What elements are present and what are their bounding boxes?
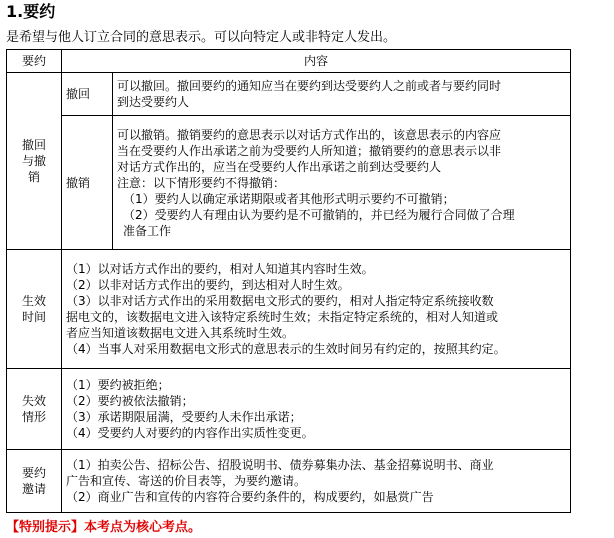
category-line: 撤回 [21,138,46,152]
tip-text: 本考点为核心考点。 [84,520,202,535]
category-line: 生效 [21,294,46,308]
text-line: （1）要约被拒绝； [66,378,170,392]
text-line: 注意：以下情形要约不得撤销： [117,175,286,190]
subcategory-withdraw: 撤回 [62,73,113,116]
invalid-content [62,369,571,450]
category-line: 与撤 [21,154,46,168]
section-title: 1.要约 [6,2,56,21]
withdraw-content [113,73,571,116]
text-line: （2）以非对话方式作出的要约，到达相对人时生效。 [66,278,350,292]
text-line: 者应当知道该数据电文进入其系统时生效。 [66,326,295,340]
text-line: （2）要约被依法撤销； [66,394,194,408]
list-item: （1）要约人以确定承诺期限或者其他形式明示要约不可撤销； [123,191,455,206]
category-line: 要约 [21,466,46,480]
table-row [7,116,571,250]
category-withdraw-revoke [7,73,62,250]
tip-tag: 【特别提示】 [6,520,85,535]
text-line: （2）商业广告和宣传的内容符合要约条件的，构成要约，如悬赏广告 [66,490,434,504]
text-line: （4）当事人对采用数据电文形式的意思表示的生效时间另有约定的，按照其约定。 [66,342,506,356]
text-line: 可以撤回。撤回要约的通知应当在要约到达受要约人之前或者与要约同时 [117,79,502,93]
text-line: 对话方式作出的，应当在受要约人作出承诺之前到达受要约人 [117,159,442,174]
text-line: 到达受要约人 [117,95,190,109]
offer-table [6,49,571,513]
text-line: （3）以非对话方式作出的采用数据电文形式的要约，相对人指定特定系统接收数 [66,294,494,308]
category-line: 时间 [21,310,46,324]
text-line: （1）拍卖公告、招标公告、招股说明书、债券募集办法、基金招募说明书、商业 [66,458,494,472]
text-line: 据电文的，该数据电文进入该特定系统时生效；未指定特定系统的，相对人知道或 [66,310,499,324]
text-line: 可以撤销。撤销要约的意思表示以对话方式作出的，该意思表示的内容应 [117,127,502,142]
category-line: 邀请 [21,482,46,496]
special-tip [6,519,201,537]
text-line: （4）受要约人对要约的内容作出实质性变更。 [66,426,314,440]
text-line: 广告和宣传、寄送的价目表等，为要约邀请。 [66,474,307,488]
table-header-row [7,50,571,73]
category-line: 情形 [21,410,46,424]
list-item: （2）受要约人有理由认为要约是不可撤销的，并已经为履行合同做了合理 [123,207,515,222]
table-row [7,369,571,450]
table-row [7,73,571,116]
category-line: 销 [27,170,40,184]
definition-text: 是希望与他人订立合同的意思表示。可以向特定人或非特定人发出。 [6,30,397,45]
header-content: 内容 [62,50,571,73]
invitation-content [62,450,571,513]
subcategory-revoke: 撤销 [62,116,113,250]
list-item: 准备工作 [123,223,172,238]
category-invalid-cases [7,369,62,450]
effective-content [62,250,571,369]
text-line: （1）以对话方式作出的要约，相对人知道其内容时生效。 [66,262,374,276]
category-line: 失效 [21,394,46,408]
category-effective-time [7,250,62,369]
text-line: （3）承诺期限届满，受要约人未作出承诺； [66,410,302,424]
table-row [7,250,571,369]
revoke-content [113,116,571,250]
header-offer: 要约 [7,50,62,73]
category-invitation [7,450,62,513]
text-line: 当在受要约人作出承诺之前为受要约人所知道；撤销要约的意思表示以非 [117,143,502,158]
table-row [7,450,571,513]
